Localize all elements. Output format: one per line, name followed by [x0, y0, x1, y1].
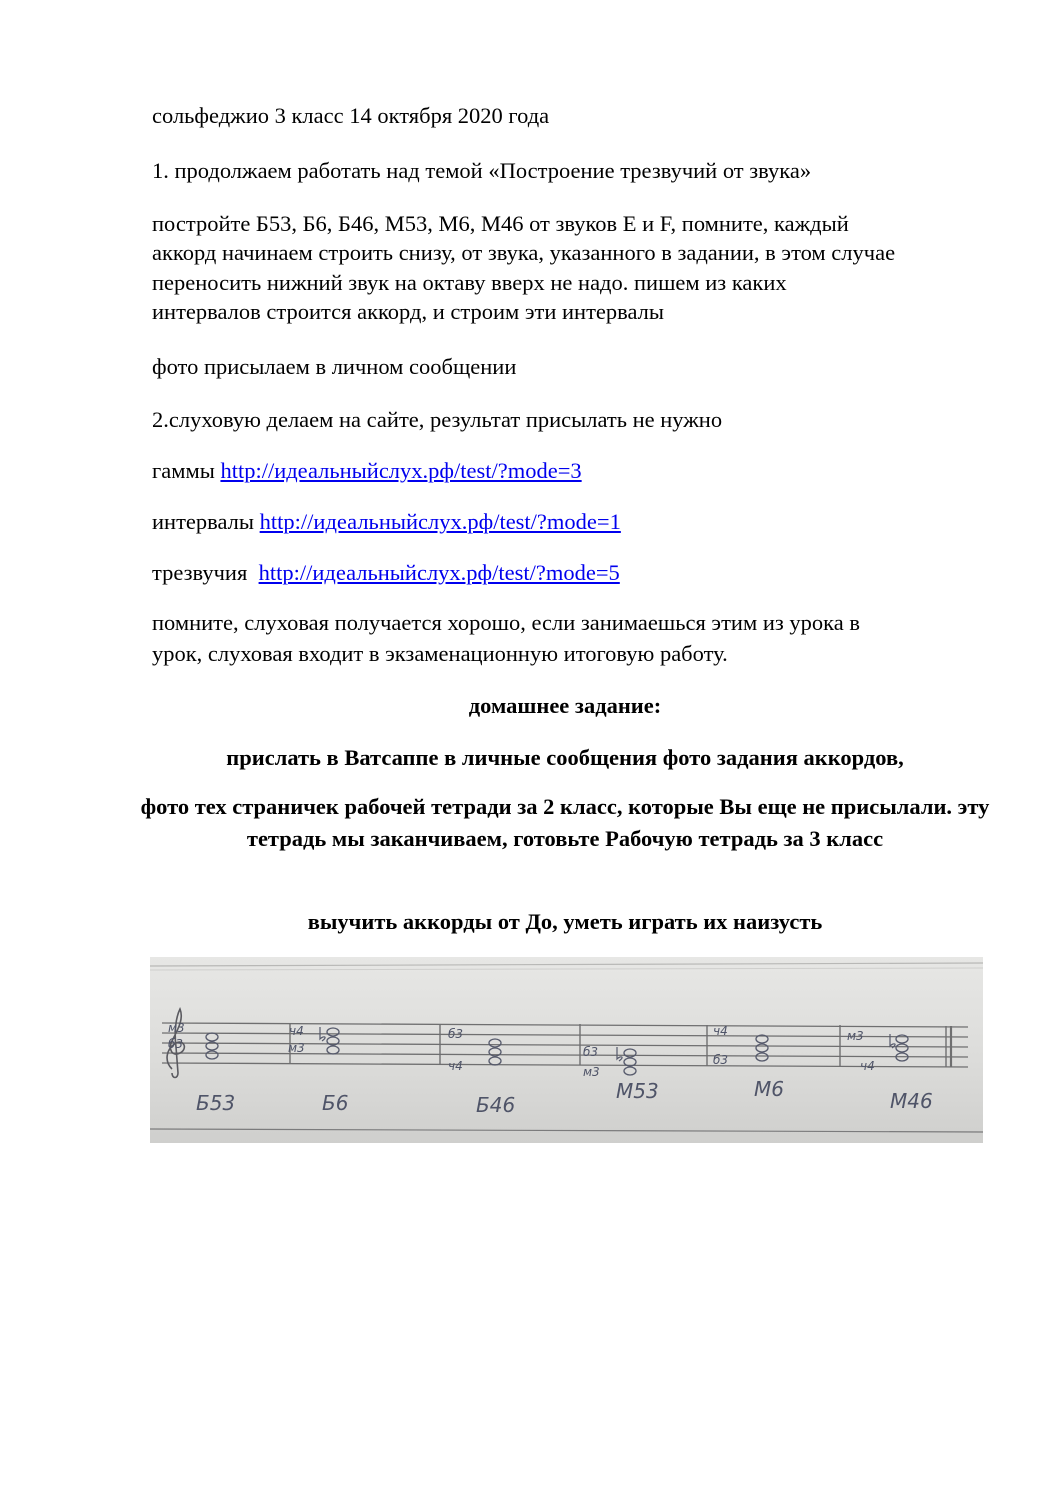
interval-label: м3	[168, 1021, 185, 1035]
interval-label: б3	[583, 1045, 599, 1059]
interval-label: м3	[583, 1065, 600, 1079]
item-1: 1. продолжаем работать над темой «Построение трезвучий от звука»	[152, 158, 812, 183]
triads-link[interactable]: http://идеальныйслух.рф/test/?mode=5	[258, 560, 620, 585]
handwritten-labels	[150, 957, 983, 1143]
interval-label: м3	[288, 1041, 305, 1055]
homework-task-2: фото тех страничек рабочей тетради за 2 класс, которые Вы еще не присылали. эту тетрадь мы заканчиваем, готовьте Рабочую тетрадь за 3 класс	[140, 794, 990, 851]
reminder-line-1: помните, слуховая получается хорошо, если занимаешься этим из урока в	[152, 610, 860, 635]
link-label: трезвучия	[152, 560, 259, 585]
instructions-line-3: переносить нижний звук на октаву вверх не надо. пишем из каких	[152, 270, 787, 295]
interval-label: ч4	[289, 1024, 304, 1038]
item-2: 2.слуховую делаем на сайте, результат присылать не нужно	[152, 407, 723, 432]
homework-task-1: прислать в Ватсаппе в личные сообщения фото задания аккордов,	[226, 745, 904, 770]
link-row-intervals	[152, 507, 992, 536]
header-line: сольфеджио 3 класс 14 октября 2020 года	[152, 103, 550, 128]
chord-label: М53	[616, 1079, 659, 1103]
chord-label: Б6	[322, 1091, 349, 1115]
interval-label: ч4	[448, 1059, 463, 1073]
interval-label: б3	[713, 1053, 729, 1067]
homework-title: домашнее задание:	[468, 693, 662, 718]
chord-label: Б53	[196, 1091, 236, 1115]
link-label: интервалы	[152, 509, 260, 534]
photo-note: фото присылаем в личном сообщении	[152, 354, 517, 379]
interval-label: м3	[847, 1029, 864, 1043]
instructions-line-1: постройте Б53, Б6, Б46, М53, М6, М46 от звуков E и F, помните, каждый	[152, 211, 849, 236]
interval-label: б3	[168, 1037, 184, 1051]
interval-label: ч4	[860, 1059, 875, 1073]
homework-task-3: выучить аккорды от До, уметь играть их наизусть	[307, 909, 823, 934]
interval-label: б3	[448, 1027, 464, 1041]
link-row-scales	[152, 456, 992, 485]
chord-label: М6	[754, 1077, 784, 1101]
reminder-line-2: урок, слуховая входит в экзаменационную итоговую работу.	[152, 641, 728, 666]
scales-link[interactable]: http://идеальныйслух.рф/test/?mode=3	[220, 458, 582, 483]
link-row-triads	[152, 558, 992, 587]
intervals-link[interactable]: http://идеальныйслух.рф/test/?mode=1	[259, 509, 621, 534]
instructions-line-4: интервалов строится аккорд, и строим эти интервалы	[152, 299, 665, 324]
handwritten-chords-photo	[150, 957, 983, 1143]
instructions-line-2: аккорд начинаем строить снизу, от звука, указанного в задании, в этом случае	[152, 240, 896, 265]
chord-label: Б46	[476, 1093, 516, 1117]
link-label: гаммы	[152, 458, 221, 483]
chord-label: М46	[890, 1089, 933, 1113]
interval-label: ч4	[713, 1024, 728, 1038]
